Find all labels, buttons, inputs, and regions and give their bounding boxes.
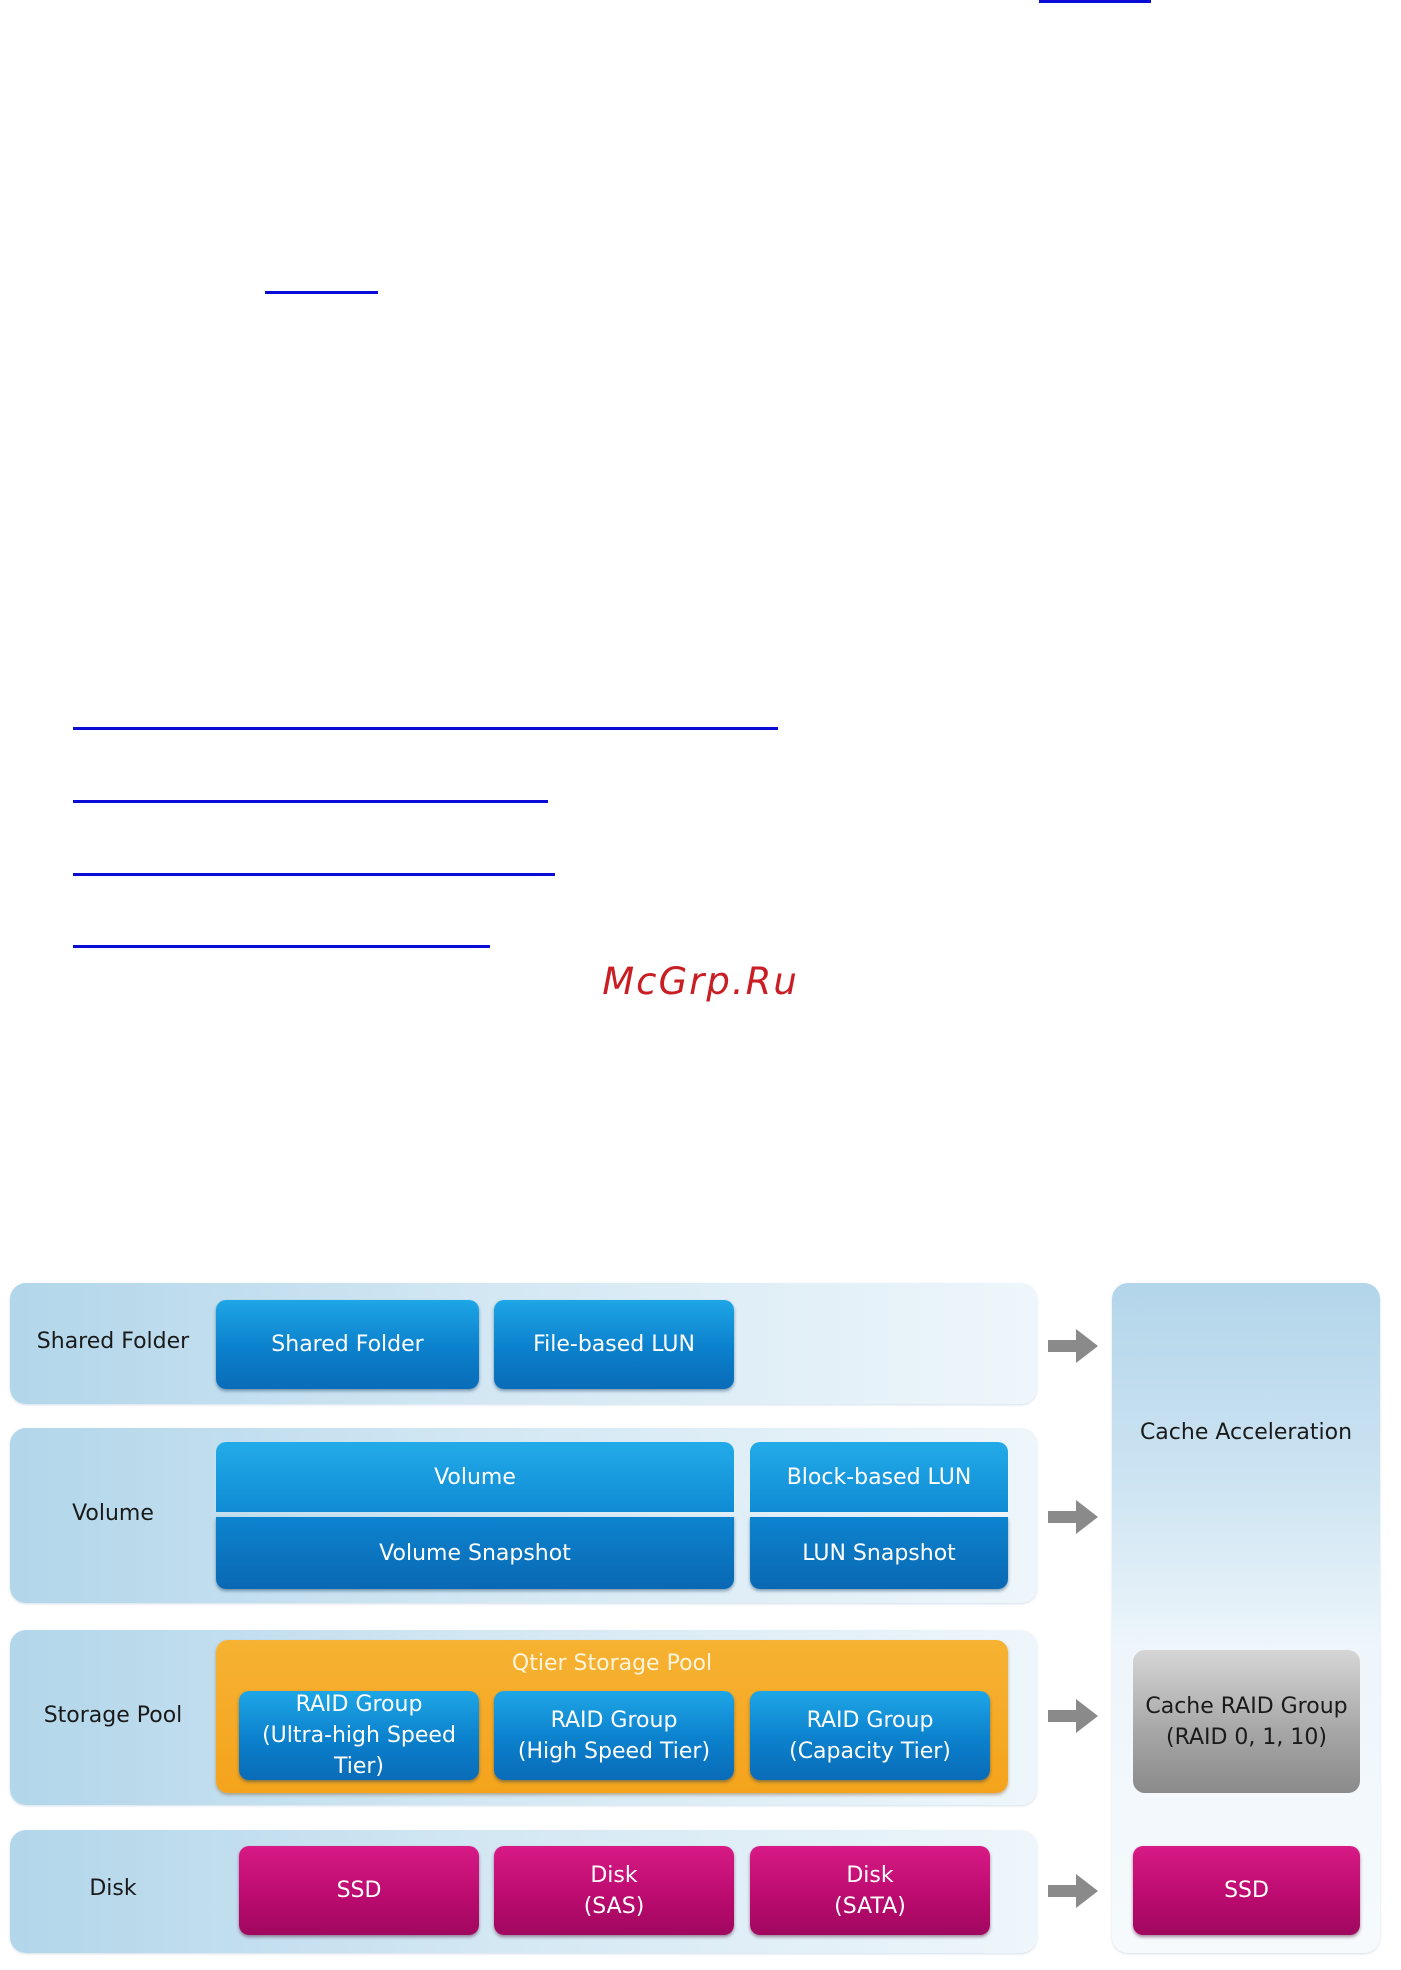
volume-box: Volume xyxy=(216,1442,734,1512)
link-underline-4[interactable] xyxy=(73,800,548,803)
block-based-lun-box: Block-based LUN xyxy=(750,1442,1008,1512)
link-underline-3[interactable] xyxy=(73,727,778,730)
cache-ssd-box: SSD xyxy=(1133,1846,1360,1935)
row-label-storage-pool: Storage Pool xyxy=(43,1703,183,1728)
right-arrow-icon xyxy=(1048,1329,1100,1363)
shared-folder-box: Shared Folder xyxy=(216,1300,479,1389)
row-label-volume: Volume xyxy=(72,1501,154,1526)
lun-snapshot-box: LUN Snapshot xyxy=(750,1517,1008,1589)
raid-group-high-speed: RAID Group (High Speed Tier) xyxy=(494,1691,734,1780)
volume-snapshot-box: Volume Snapshot xyxy=(216,1517,734,1589)
link-underline-5[interactable] xyxy=(73,873,555,876)
ssd-box: SSD xyxy=(239,1846,479,1935)
row-label-disk: Disk xyxy=(89,1876,137,1901)
raid-group-ultra-high-speed: RAID Group (Ultra-high Speed Tier) xyxy=(239,1691,479,1780)
cache-acceleration-title: Cache Acceleration xyxy=(1139,1420,1353,1445)
qtier-storage-pool-title: Qtier Storage Pool xyxy=(511,1651,713,1676)
cache-raid-group-box: Cache RAID Group (RAID 0, 1, 10) xyxy=(1133,1650,1360,1793)
row-label-shared-folder: Shared Folder xyxy=(36,1329,190,1354)
right-arrow-icon xyxy=(1048,1500,1100,1534)
right-arrow-icon xyxy=(1048,1874,1100,1908)
disk-sas-box: Disk (SAS) xyxy=(494,1846,734,1935)
file-based-lun-box: File-based LUN xyxy=(494,1300,734,1389)
watermark: McGrp.Ru xyxy=(602,960,799,1003)
link-underline-2[interactable] xyxy=(265,291,378,294)
raid-group-capacity: RAID Group (Capacity Tier) xyxy=(750,1691,990,1780)
right-arrow-icon xyxy=(1048,1699,1100,1733)
link-underline-6[interactable] xyxy=(73,945,490,948)
disk-sata-box: Disk (SATA) xyxy=(750,1846,990,1935)
link-underline-1[interactable] xyxy=(1039,0,1151,3)
